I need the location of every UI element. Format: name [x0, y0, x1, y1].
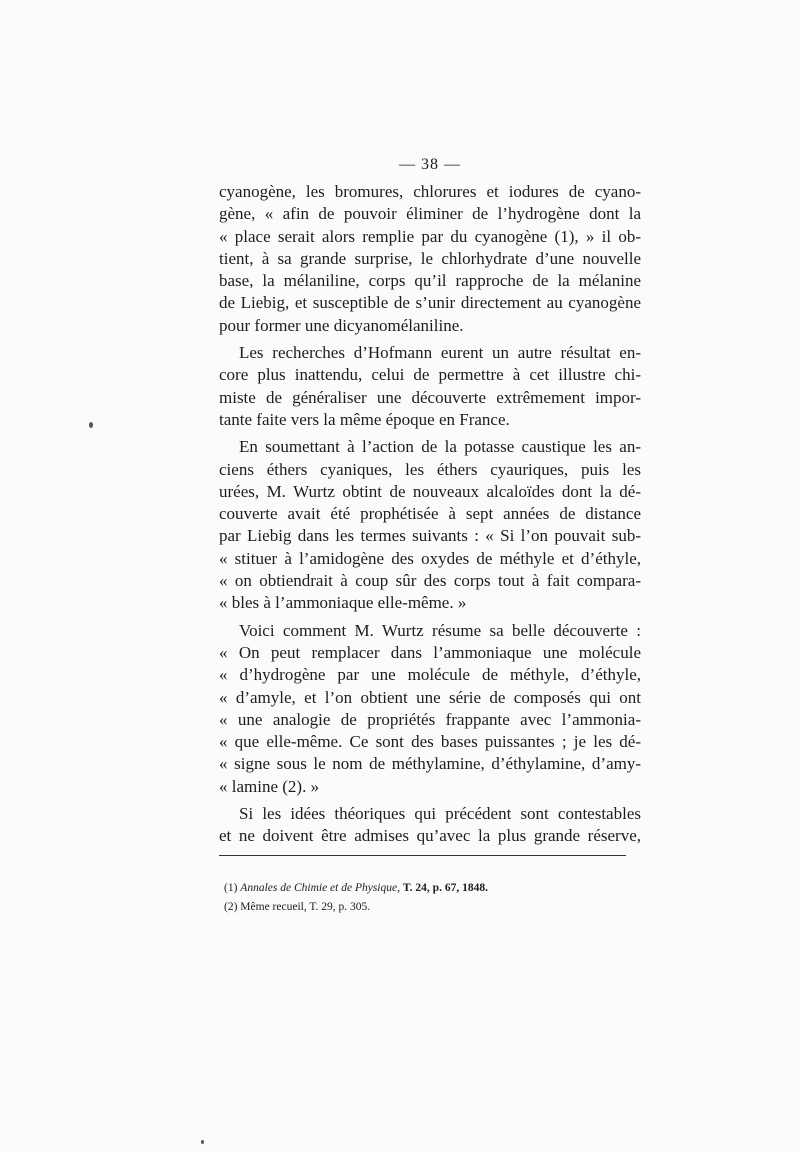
paper-speck	[89, 422, 93, 428]
paper-speck	[201, 1140, 204, 1144]
text-line: pour former une dicyanomélaniline.	[219, 315, 464, 335]
text-line: « d’amyle, et l’on obtient une série de composés qui ont	[219, 687, 641, 707]
text-line: Si les idées théoriques qui précédent sont contestables	[239, 804, 641, 824]
footnote-reference: T. 29, p. 305.	[309, 901, 371, 913]
text-line: « lamine (2). »	[219, 776, 320, 796]
footnote-mark: (2)	[224, 901, 238, 913]
text-line: « que elle-même. Ce sont des bases puissantes ; je les dé-	[219, 732, 641, 752]
text-line: Voici comment M. Wurtz résume sa belle découverte :	[239, 620, 641, 640]
text-line: cyanogène, les bromures, chlorures et iodures de cyano-	[219, 182, 641, 201]
text-line: tient, à sa grande surprise, le chlorhydrate d’une nouvelle	[219, 248, 641, 268]
text-line: ciens éthers cyaniques, les éthers cyauriques, puis les	[219, 459, 641, 479]
text-line: « stituer à l’amidogène des oxydes de méthyle et d’éthyle,	[219, 548, 641, 568]
text-line: gène, « afin de pouvoir éliminer de l’hydrogène dont la	[219, 204, 641, 224]
footnote	[224, 879, 624, 898]
footnote-mark: (1)	[224, 882, 238, 894]
text-line: couverte avait été prophétisée à sept années de distance	[219, 504, 641, 524]
footnotes	[224, 879, 624, 917]
text-line: et ne doivent être admises qu’avec la plus grande réserve,	[219, 826, 641, 846]
footnote-title: Même recueil,	[240, 901, 307, 913]
footnote-title: Annales de Chimie et de Physique,	[240, 882, 400, 894]
text-line: « signe sous le nom de méthylamine, d’éthylamine, d’amy-	[219, 754, 641, 774]
text-line: tante faite vers la même époque en France.	[219, 409, 510, 429]
text-line: miste de généraliser une découverte extrêmement impor-	[219, 387, 641, 407]
body-text	[219, 181, 641, 848]
text-line: « place serait alors remplie par du cyanogène (1), » il ob-	[219, 226, 641, 246]
text-line: core plus inattendu, celui de permettre à cet illustre chi-	[219, 365, 641, 385]
footnote	[224, 898, 624, 917]
text-line: de Liebig, et susceptible de s’unir directement au cyanogène	[219, 293, 641, 313]
text-line: Les recherches d’Hofmann eurent un autre résultat en-	[239, 343, 641, 363]
page-number: — 38 —	[399, 156, 461, 173]
text-line: « d’hydrogène par une molécule de méthyle, d’éthyle,	[219, 665, 641, 685]
text-line: urées, M. Wurtz obtint de nouveaux alcaloïdes dont la dé-	[219, 481, 641, 501]
text-line: « une analogie de propriétés frappante avec l’ammonia-	[219, 709, 641, 729]
text-line: « On peut remplacer dans l’ammoniaque une molécule	[219, 642, 641, 662]
footnote-reference: T. 24, p. 67, 1848.	[402, 882, 488, 894]
text-line: En soumettant à l’action de la potasse caustique les an-	[239, 437, 641, 457]
text-line: par Liebig dans les termes suivants : « Si l’on pouvait sub-	[219, 526, 641, 546]
text-line: « bles à l’ammoniaque elle-même. »	[219, 593, 467, 613]
text-line: base, la mélaniline, corps qu’il rapproche de la mélanine	[219, 271, 641, 291]
footnote-separator	[219, 855, 626, 856]
text-line: « on obtiendrait à coup sûr des corps tout à fait compara-	[219, 571, 641, 591]
